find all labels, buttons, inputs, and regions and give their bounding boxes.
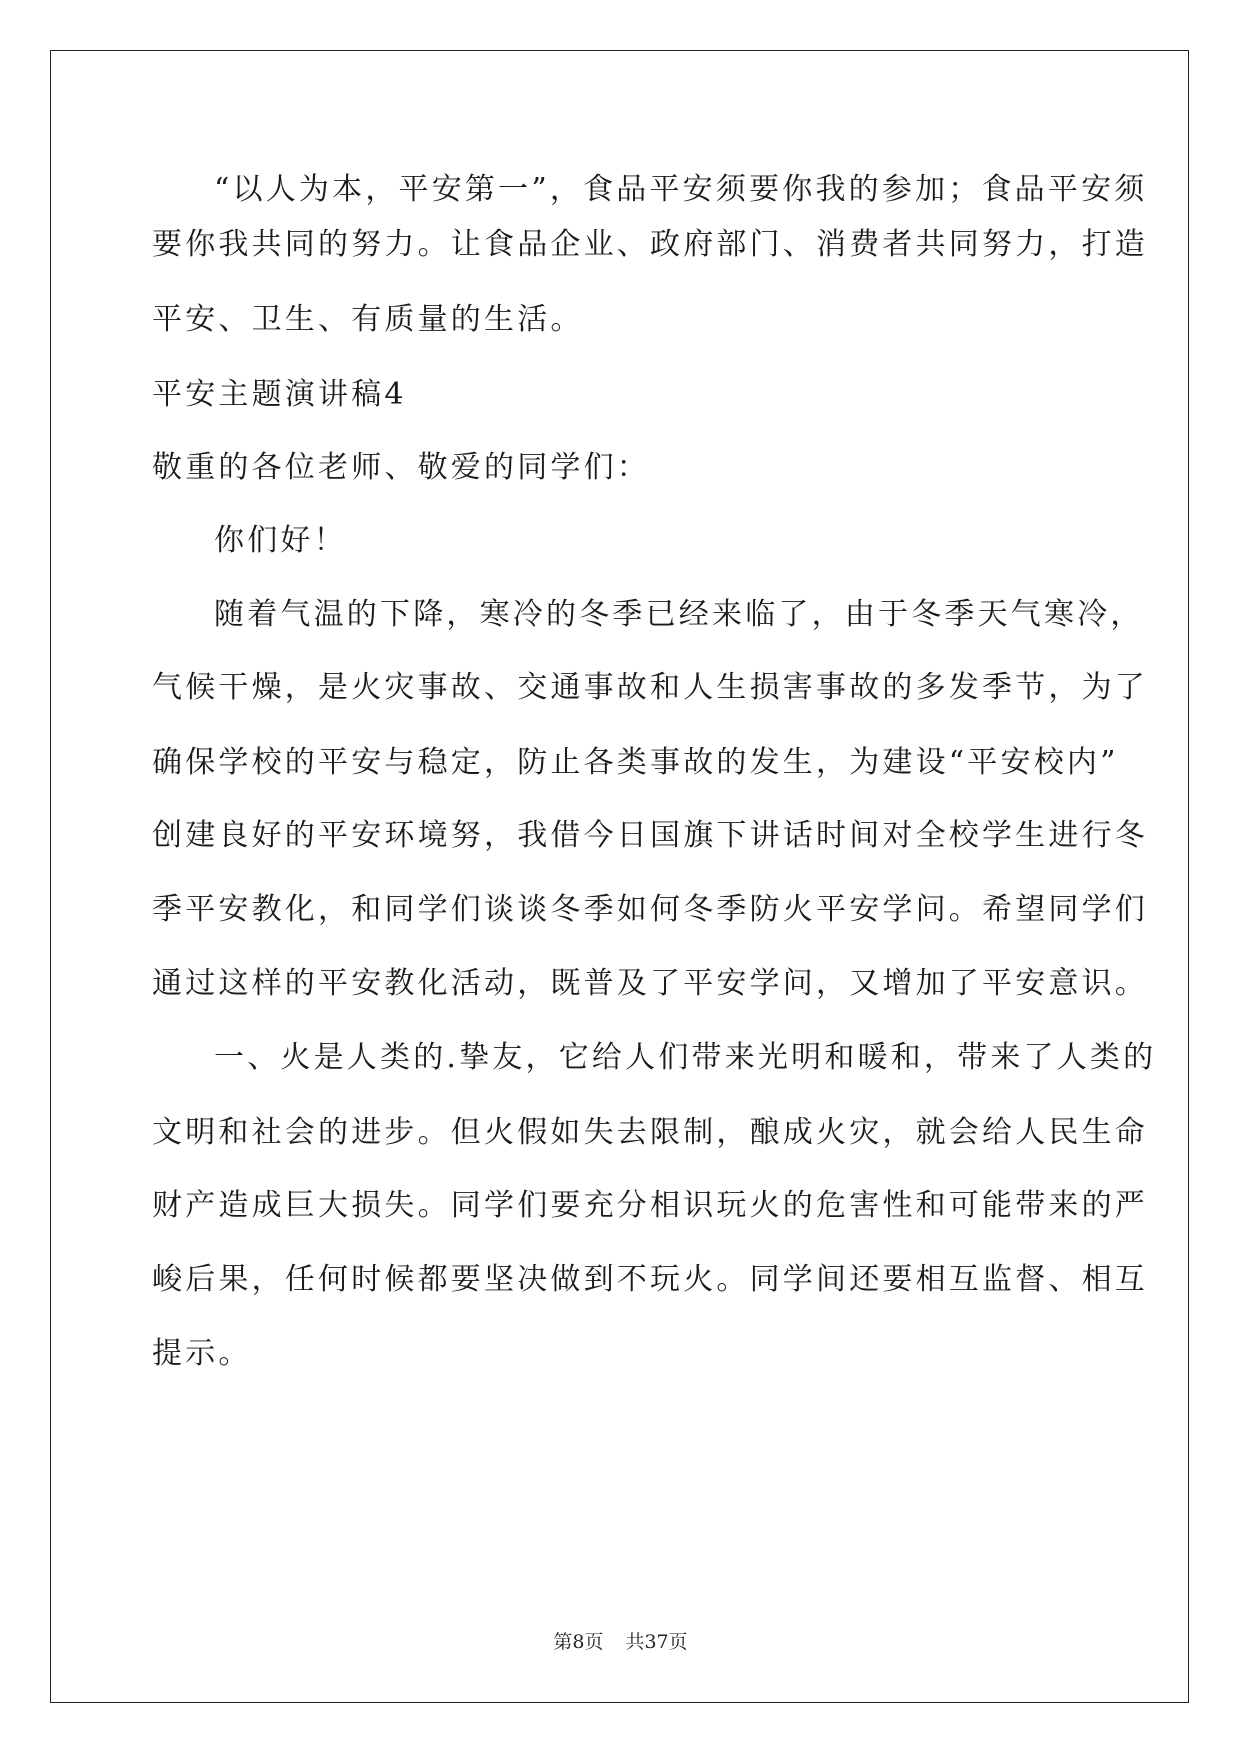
page-footer xyxy=(0,1627,1241,1654)
text-line: 文明和社会的进步。但火假如失去限制，酿成火灾，就会给人民生命 xyxy=(152,1115,1148,1150)
text-line: 平安、卫生、有质量的生活。 xyxy=(152,302,584,337)
text-line: 随着气温的下降，寒冷的冬季已经来临了，由于冬季天气寒冷， xyxy=(214,597,1144,632)
section-heading: 平安主题演讲稿4 xyxy=(152,377,407,412)
salutation: 敬重的各位老师、敬爱的同学们： xyxy=(152,450,650,485)
text-line: 通过这样的平安教化活动，既普及了平安学问，又增加了平安意识。 xyxy=(152,966,1148,1001)
text-line: 一、火是人类的.挚友，它给人们带来光明和暖和，带来了人类的 xyxy=(214,1040,1157,1075)
greeting: 你们好！ xyxy=(214,523,347,558)
text-line: “以人为本，平安第一”，食品平安须要你我的参加；食品平安须 xyxy=(214,172,1148,207)
text-line: 要你我共同的努力。让食品企业、政府部门、消费者共同努力，打造 xyxy=(152,227,1148,262)
text-line: 峻后果，任何时候都要坚决做到不玩火。同学间还要相互监督、相互 xyxy=(152,1262,1148,1297)
page-total: 共37页 xyxy=(625,1631,688,1653)
page-border xyxy=(50,50,1189,1703)
text-line: 创建良好的平安环境努，我借今日国旗下讲话时间对全校学生进行冬 xyxy=(152,818,1148,853)
text-line: 财产造成巨大损失。同学们要充分相识玩火的危害性和可能带来的严 xyxy=(152,1188,1148,1223)
page-number: 第8页 xyxy=(553,1631,604,1653)
text-line: 季平安教化，和同学们谈谈冬季如何冬季防火平安学问。希望同学们 xyxy=(152,892,1148,927)
text-line: 气候干燥，是火灾事故、交通事故和人生损害事故的多发季节，为了 xyxy=(152,670,1148,705)
text-line: 提示。 xyxy=(152,1336,252,1371)
text-line: 确保学校的平安与稳定，防止各类事故的发生，为建设“平安校内” xyxy=(152,745,1119,780)
